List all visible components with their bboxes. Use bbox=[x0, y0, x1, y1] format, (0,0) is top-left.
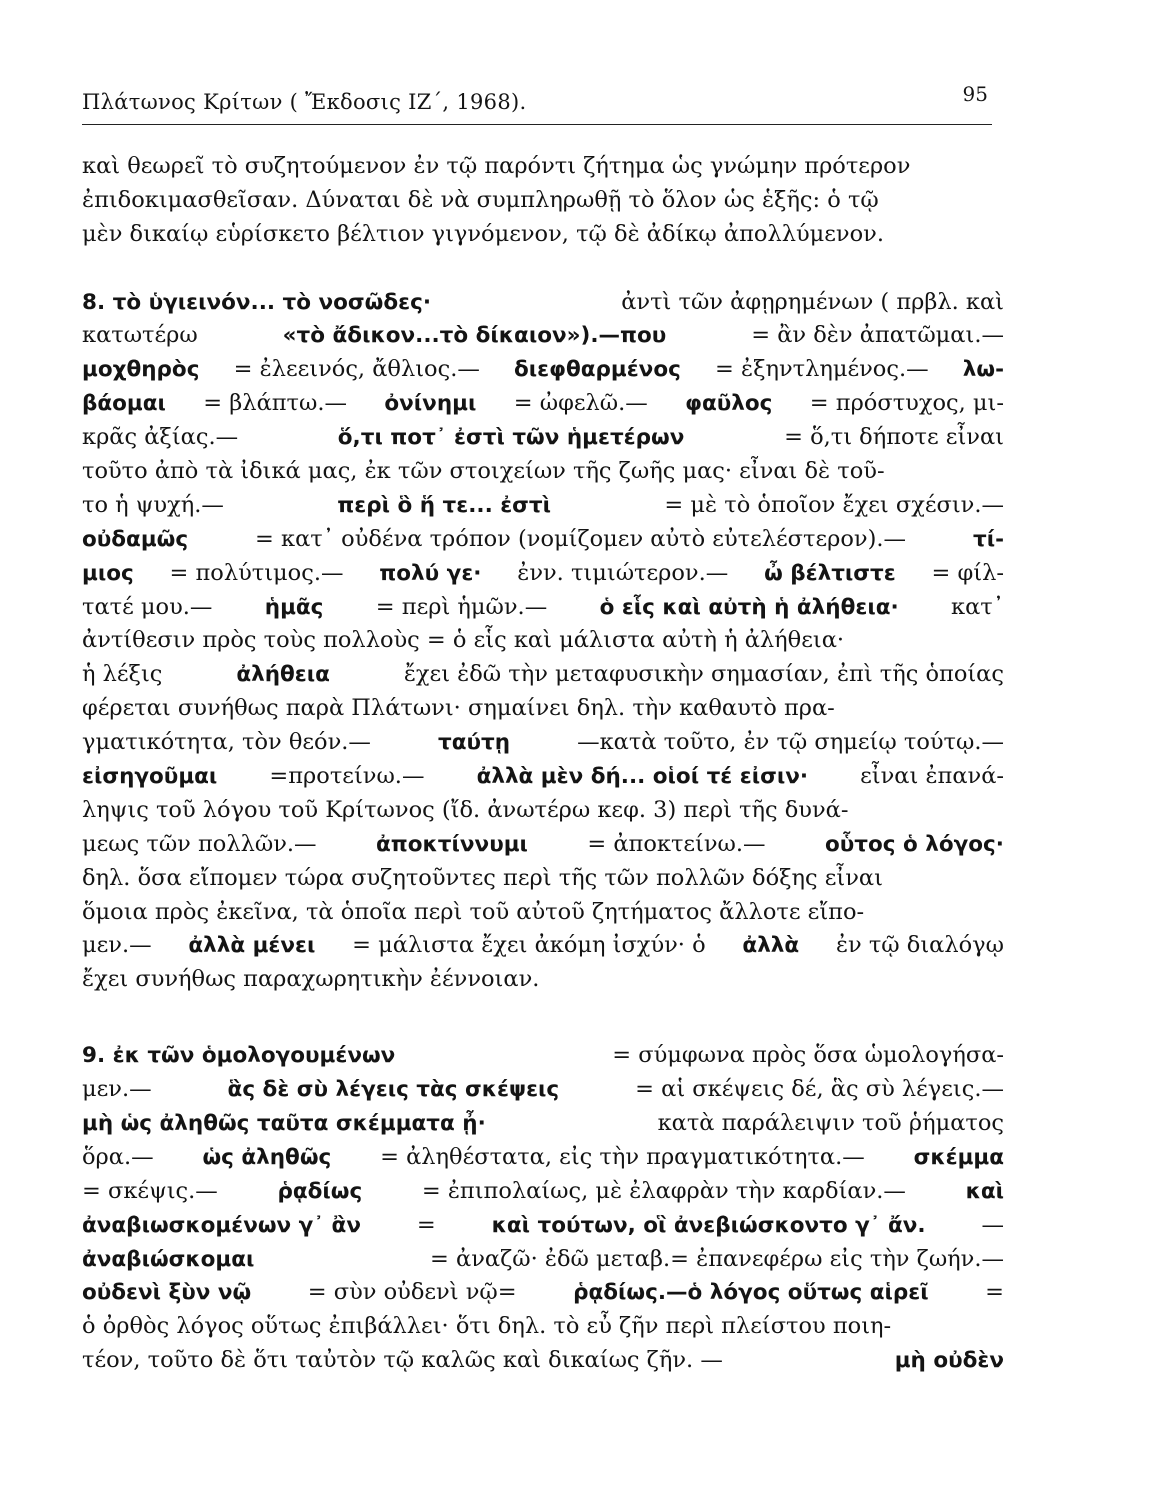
text-line bbox=[82, 828, 1004, 862]
text-line bbox=[82, 455, 1004, 489]
text-line: μὲν δικαίῳ εὑρίσκετο βέλτιον γιγνόμενον, τῷ δὲ ἀδίκῳ ἀπολλύμενον. bbox=[82, 220, 884, 247]
gloss: ὅρα.— bbox=[82, 1143, 154, 1170]
text-line bbox=[82, 692, 1004, 726]
gloss: ἔχει συνήθως παραχωρητικὴν ἐέννοιαν. bbox=[82, 966, 540, 993]
lemma: περὶ ὃ ἥ τε... ἐστὶ bbox=[337, 492, 552, 518]
lemma: μὴ ὡς ἀληθῶς ταῦτα σκέμματα ᾖ· bbox=[82, 1110, 486, 1136]
text-line bbox=[82, 896, 1004, 930]
lemma: οὐδενὶ ξὺν νῷ bbox=[82, 1280, 252, 1306]
gloss: τοῦτο ἀπὸ τὰ ἰδικά μας, ἐκ τῶν στοιχείων τῆς ζωῆς μας· εἶναι δὲ τοῦ- bbox=[82, 458, 885, 485]
text-line bbox=[82, 353, 1004, 387]
text-line bbox=[82, 1107, 1004, 1141]
text-line bbox=[82, 286, 1004, 320]
lemma: διεφθαρμένος bbox=[514, 357, 681, 383]
gloss: = βλάπτω.— bbox=[203, 390, 347, 417]
lemma: ῥᾳδίως bbox=[277, 1178, 363, 1204]
page-body bbox=[82, 150, 1004, 1378]
gloss: = ὠφελῶ.— bbox=[513, 390, 648, 417]
lemma: ἀλλὰ bbox=[742, 933, 800, 959]
gloss: τατέ μου.— bbox=[82, 593, 213, 620]
gloss: = μὲ τὸ ὁποῖον ἔχει σχέσιν.— bbox=[664, 491, 1004, 518]
gloss: γματικότητα, τὸν θεόν.— bbox=[82, 729, 371, 756]
text-line bbox=[82, 963, 1004, 997]
gloss: = ἂν δὲν ἀπατῶμαι.— bbox=[751, 322, 1004, 349]
lemma: φαῦλος bbox=[685, 391, 773, 417]
lemma: ῥᾳδίως.—ὁ λόγος οὕτως αἱρεῖ bbox=[573, 1280, 929, 1306]
lemma: ἀποκτίννυμι bbox=[375, 831, 528, 857]
lemma: οὐδαμῶς bbox=[82, 526, 189, 552]
text-line bbox=[82, 591, 1004, 625]
gloss: ἐνν. τιμιώτερον.— bbox=[517, 559, 729, 586]
text-line bbox=[82, 1175, 1004, 1209]
lemma: καὶ bbox=[965, 1178, 1004, 1204]
gloss: = μάλιστα ἔχει ἀκόμη ἰσχύν· ὁ bbox=[352, 932, 706, 959]
lemma: μοχθηρὸς bbox=[82, 357, 200, 383]
gloss: ὁ ὀρθὸς λόγος οὕτως ἐπιβάλλει· ὅτι δηλ. τὸ εὖ ζῆν περὶ πλείστου ποιη- bbox=[82, 1313, 892, 1340]
text-line bbox=[82, 726, 1004, 760]
lemma: ἀλήθεια bbox=[236, 662, 330, 688]
gloss: κρᾶς ἀξίας.— bbox=[82, 424, 239, 451]
text-line bbox=[82, 1039, 1004, 1073]
gloss: = περὶ ἡμῶν.— bbox=[375, 593, 548, 620]
lemma: ἀναβιώσκομαι bbox=[82, 1246, 255, 1272]
gloss: μεως τῶν πολλῶν.— bbox=[82, 830, 317, 857]
lemma: ἀναβιωσκομένων γ᾽ ἂν bbox=[82, 1212, 361, 1238]
gloss: = ἐπιπολαίως, μὲ ἐλαφρὰν τὴν καρδίαν.— bbox=[421, 1177, 906, 1204]
text-line bbox=[82, 862, 1004, 896]
lemma: 8. τὸ ὑγιεινόν... τὸ νοσῶδες· bbox=[82, 289, 431, 315]
gloss: ληψις τοῦ λόγου τοῦ Κρίτωνος (ἴδ. ἀνωτέρω κεφ. 3) περὶ τῆς δυνά- bbox=[82, 796, 849, 823]
gloss: = ἀληθέστατα, εἰς τὴν πραγματικότητα.— bbox=[380, 1143, 865, 1170]
note-9 bbox=[82, 1039, 1004, 1378]
gloss: = ἐξηντλημένος.— bbox=[715, 356, 929, 383]
gloss: φέρεται συνήθως παρὰ Πλάτωνι· σημαίνει δηλ. τὴν καθαυτὸ πρα- bbox=[82, 695, 835, 722]
lemma: «τὸ ἄδικον...τὸ δίκαιον»).—που bbox=[282, 323, 667, 349]
text-line bbox=[82, 1073, 1004, 1107]
gloss: κατὰ παράλειψιν τοῦ ῥήματος bbox=[657, 1109, 1004, 1136]
text-line bbox=[82, 929, 1004, 963]
gloss: = ἀποκτείνω.— bbox=[587, 830, 766, 857]
note-8 bbox=[82, 286, 1004, 998]
gloss: = φίλ- bbox=[931, 559, 1004, 586]
gloss: ἔχει ἐδῶ τὴν μεταφυσικὴν σημασίαν, ἐπὶ τῆς ὁποίας bbox=[403, 661, 1004, 688]
lemma: βάομαι bbox=[82, 391, 166, 417]
paragraph-1 bbox=[82, 150, 1004, 252]
gloss: ἀντὶ τῶν ἀφῃρημένων ( πρβλ. καὶ bbox=[621, 288, 1004, 315]
gloss: εἶναι ἐπανά- bbox=[860, 763, 1004, 790]
gloss: = σύμφωνα πρὸς ὅσα ὡμολογήσα- bbox=[612, 1042, 1004, 1069]
text-line bbox=[82, 1243, 1004, 1277]
text-line bbox=[82, 319, 1004, 353]
gloss: τέον, τοῦτο δὲ ὅτι ταὐτὸν τῷ καλῶς καὶ δικαίως ζῆν. — bbox=[82, 1347, 723, 1374]
lemma: ἀλλὰ μὲν δή... οἱοί τέ εἰσιν· bbox=[476, 764, 809, 790]
gloss: = bbox=[416, 1211, 436, 1238]
lemma: καὶ τούτων, οἳ ἀνεβιώσκοντο γ᾽ ἄν. bbox=[491, 1212, 926, 1238]
text-line bbox=[82, 523, 1004, 557]
text-line: καὶ θεωρεῖ τὸ συζητούμενον ἐν τῷ παρόντι ζήτημα ὡς γνώμην πρότερον bbox=[82, 153, 911, 179]
lemma: ὡς ἀληθῶς bbox=[202, 1144, 332, 1170]
gloss: — bbox=[981, 1211, 1004, 1238]
text-line bbox=[82, 1209, 1004, 1243]
text-line: ἐπιδοκιμασθεῖσαν. Δύναται δὲ νὰ συμπληρωθῇ τὸ ὅλον ὡς ἑξῆς: ὁ τῷ bbox=[82, 186, 879, 213]
lemma: μιος bbox=[82, 560, 134, 586]
running-title: Πλάτωνος Κρίτων ( Ἔκδοσις ΙΖ΄, 1968). bbox=[82, 90, 527, 114]
gloss: ἐν τῷ διαλόγῳ bbox=[835, 932, 1004, 959]
gloss: ὅμοια πρὸς ἐκεῖνα, τὰ ὁποῖα περὶ τοῦ αὐτοῦ ζητήματος ἄλλοτε εἴπο- bbox=[82, 898, 865, 925]
gloss: το ἡ ψυχή.— bbox=[82, 491, 224, 518]
running-header bbox=[82, 78, 992, 125]
text-line bbox=[82, 421, 1004, 455]
gloss: δηλ. ὅσα εἴπομεν τώρα συζητοῦντες περὶ τῆς τῶν πολλῶν δόξης εἶναι bbox=[82, 864, 883, 891]
gloss: = σὺν οὐδενὶ νῷ= bbox=[307, 1279, 517, 1306]
lemma: ὀνίνημι bbox=[384, 391, 477, 417]
lemma: ἀλλὰ μένει bbox=[188, 933, 316, 959]
text-line bbox=[82, 557, 1004, 591]
gloss: = bbox=[985, 1279, 1004, 1306]
gloss: κατ᾽ bbox=[951, 593, 1004, 620]
text-line bbox=[82, 489, 1004, 523]
lemma: ἃς δὲ σὺ λέγεις τὰς σκέψεις bbox=[227, 1077, 560, 1103]
lemma: ὅ,τι ποτ᾽ ἐστὶ τῶν ἡμετέρων bbox=[337, 425, 685, 451]
lemma: λω- bbox=[962, 357, 1004, 383]
text-line bbox=[82, 1344, 1004, 1378]
gloss: =προτείνω.— bbox=[269, 763, 425, 790]
gloss: —κατὰ τοῦτο, ἐν τῷ σημείῳ τούτῳ.— bbox=[577, 729, 1004, 756]
text-line bbox=[82, 387, 1004, 421]
lemma: ἡμᾶς bbox=[264, 594, 324, 620]
gloss: κατωτέρω bbox=[82, 322, 198, 349]
text-line bbox=[82, 794, 1004, 828]
lemma: ὁ εἷς καὶ αὐτὴ ἡ ἀλήθεια· bbox=[599, 594, 899, 620]
text-line bbox=[82, 1141, 1004, 1175]
gloss: μεν.— bbox=[82, 932, 152, 959]
gloss: = αἱ σκέψεις δέ, ἃς σὺ λέγεις.— bbox=[635, 1076, 1004, 1103]
gloss: = πρόστυχος, μι- bbox=[809, 390, 1004, 417]
lemma: πολύ γε· bbox=[379, 560, 482, 586]
gloss: = πολύτιμος.— bbox=[169, 559, 344, 586]
gloss: = ὅ,τι δήποτε εἶναι bbox=[784, 424, 1004, 451]
text-line bbox=[82, 624, 1004, 658]
text-line bbox=[82, 658, 1004, 692]
lemma: σκέμμα bbox=[913, 1144, 1004, 1170]
lemma: ταύτῃ bbox=[437, 730, 511, 756]
gloss: ἀντίθεσιν πρὸς τοὺς πολλοὺς = ὁ εἷς καὶ μάλιστα αὐτὴ ἡ ἀλήθεια· bbox=[82, 627, 845, 654]
gloss: = ἐλεεινός, ἄθλιος.— bbox=[233, 356, 480, 383]
lemma: τί- bbox=[972, 526, 1004, 552]
gloss: μεν.— bbox=[82, 1076, 152, 1103]
text-line bbox=[82, 1276, 1004, 1310]
lemma: μὴ οὐδὲν bbox=[894, 1348, 1004, 1374]
lemma: εἰσηγοῦμαι bbox=[82, 764, 218, 790]
text-line bbox=[82, 1310, 1004, 1344]
gloss: = σκέψις.— bbox=[82, 1177, 218, 1204]
page-number: 95 bbox=[962, 82, 988, 106]
gloss: = κατ᾽ οὐδένα τρόπον (νομίζομεν αὐτὸ εὐτελέστερον).— bbox=[255, 525, 907, 552]
text-line bbox=[82, 760, 1004, 794]
gloss: ἡ λέξις bbox=[82, 661, 163, 688]
gloss: = ἀναζῶ· ἐδῶ μεταβ.= ἐπανεφέρω εἰς τὴν ζωήν.— bbox=[430, 1245, 1004, 1272]
lemma: ὦ βέλτιστε bbox=[764, 560, 896, 586]
lemma: 9. ἐκ τῶν ὁμολογουμένων bbox=[82, 1043, 396, 1069]
lemma: οὗτος ὁ λόγος· bbox=[825, 831, 1004, 857]
